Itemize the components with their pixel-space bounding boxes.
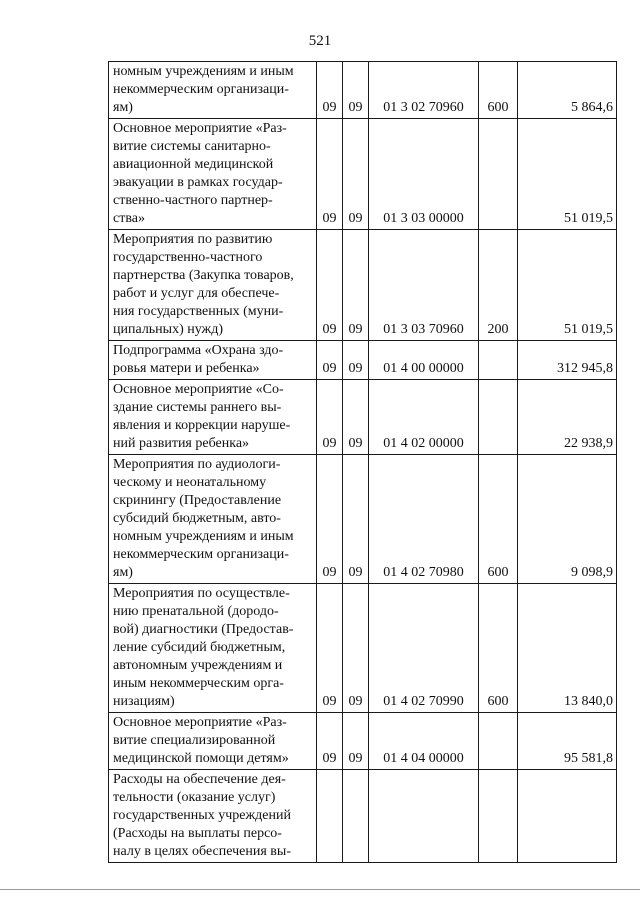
expense-type-cell [479,380,518,455]
item-name-line: государственно-частного [113,250,263,265]
item-name-line: Расходы на обеспечение дея- [113,772,286,787]
item-name-line: субсидий бюджетным, авто- [113,511,281,526]
target-article-cell: 01 3 02 70960 [369,62,479,119]
item-name-line: скринингу (Предоставление [113,493,282,508]
item-name-line: низациям) [113,694,175,709]
item-name-line: некоммерческим организаци- [113,82,289,97]
item-name-line: Мероприятия по развитию [113,232,273,247]
amount-cell: 51 019,5 [518,230,617,341]
target-article-cell: 01 3 03 00000 [369,119,479,230]
item-name-line: ний развития ребенка» [113,436,250,451]
section-code-cell: 09 [317,584,343,713]
item-name-line: ям) [113,100,133,115]
amount-cell: 95 581,8 [518,713,617,770]
item-name-line: Мероприятия по аудиологи- [113,457,281,472]
expense-type-cell: 600 [479,584,518,713]
item-name-line: Основное мероприятие «Со- [113,382,284,397]
amount-cell: 5 864,6 [518,62,617,119]
subsection-code-cell: 09 [343,62,369,119]
item-name-line: витие специализированной [113,733,276,748]
item-name-cell [109,455,317,584]
item-name-line: ства» [113,211,145,226]
item-name-line: ческому и неонатальному [113,475,267,490]
item-name-line: ление субсидий бюджетным, [113,640,286,655]
table-row [109,455,617,584]
table-row [109,713,617,770]
item-name-line: тельности (оказание услуг) [113,790,276,805]
amount-cell: 22 938,9 [518,380,617,455]
expense-type-cell [479,713,518,770]
item-name-line: государственных учреждений [113,808,291,823]
item-name-line: номным учреждениям и иным [113,529,294,544]
subsection-code-cell: 09 [343,380,369,455]
expense-type-cell [479,770,518,863]
amount-cell: 312 945,8 [518,341,617,380]
item-name-line: медицинской помощи детям» [113,751,289,766]
table-row [109,230,617,341]
target-article-cell: 01 4 04 00000 [369,713,479,770]
target-article-cell: 01 4 02 00000 [369,380,479,455]
page-number: 521 [308,33,332,49]
item-name-cell [109,62,317,119]
item-name-line: ровья матери и ребенка» [113,361,260,376]
expense-type-cell: 600 [479,62,518,119]
item-name-line: (Расходы на выплаты персо- [113,826,282,841]
item-name-cell [109,341,317,380]
table-row [109,341,617,380]
item-name-cell [109,230,317,341]
table-row [109,380,617,455]
item-name-cell [109,584,317,713]
item-name-cell [109,770,317,863]
item-name-line: Подпрограмма «Охрана здо- [113,343,284,358]
table-row [109,770,617,863]
budget-table-body [109,62,617,863]
item-name-line: ципальных) нужд) [113,322,224,337]
item-name-line: явления и коррекции наруше- [113,418,291,433]
table-row [109,119,617,230]
item-name-line: вой) диагностики (Предостав- [113,622,294,637]
subsection-code-cell: 09 [343,713,369,770]
section-code-cell: 09 [317,230,343,341]
item-name-line: ния государственных (муни- [113,304,284,319]
expense-type-cell [479,341,518,380]
amount-cell: 51 019,5 [518,119,617,230]
expense-type-cell [479,119,518,230]
item-name-cell [109,119,317,230]
item-name-line: партнерства (Закупка товаров, [113,268,294,283]
item-name-line: иным некоммерческим орга- [113,676,284,691]
subsection-code-cell: 09 [343,455,369,584]
subsection-code-cell: 09 [343,230,369,341]
target-article-cell: 01 4 02 70990 [369,584,479,713]
item-name-line: налу в целях обеспечения вы- [113,844,291,859]
target-article-cell: 01 4 02 70980 [369,455,479,584]
table-row [109,62,617,119]
table-row [109,584,617,713]
amount-cell [518,770,617,863]
target-article-cell: 01 3 03 70960 [369,230,479,341]
target-article-cell [369,770,479,863]
item-name-line: автономным учреждениям и [113,658,283,673]
section-code-cell: 09 [317,62,343,119]
item-name-line: эвакуации в рамках государ- [113,175,283,190]
amount-cell: 9 098,9 [518,455,617,584]
item-name-line: ям) [113,565,133,580]
footer-rule [0,889,640,890]
item-name-line: номным учреждениям и иным [113,64,294,79]
expense-type-cell: 600 [479,455,518,584]
item-name-line: некоммерческим организаци- [113,547,289,562]
item-name-line: здание системы раннего вы- [113,400,282,415]
expense-type-cell: 200 [479,230,518,341]
section-code-cell: 09 [317,119,343,230]
target-article-cell: 01 4 00 00000 [369,341,479,380]
section-code-cell [317,770,343,863]
item-name-line: авиационной медицинской [113,157,274,172]
item-name-line: Основное мероприятие «Раз- [113,121,287,136]
section-code-cell: 09 [317,455,343,584]
item-name-line: ственно-частного партнер- [113,193,273,208]
subsection-code-cell: 09 [343,584,369,713]
section-code-cell: 09 [317,341,343,380]
item-name-line: нию пренатальной (дородо- [113,604,279,619]
item-name-line: Мероприятия по осуществле- [113,586,290,601]
amount-cell: 13 840,0 [518,584,617,713]
item-name-line: Основное мероприятие «Раз- [113,715,287,730]
item-name-line: работ и услуг для обеспече- [113,286,280,301]
budget-table [108,61,617,863]
section-code-cell: 09 [317,380,343,455]
subsection-code-cell [343,770,369,863]
subsection-code-cell: 09 [343,119,369,230]
item-name-cell [109,380,317,455]
subsection-code-cell: 09 [343,341,369,380]
item-name-line: витие системы санитарно- [113,139,271,154]
section-code-cell: 09 [317,713,343,770]
item-name-cell [109,713,317,770]
